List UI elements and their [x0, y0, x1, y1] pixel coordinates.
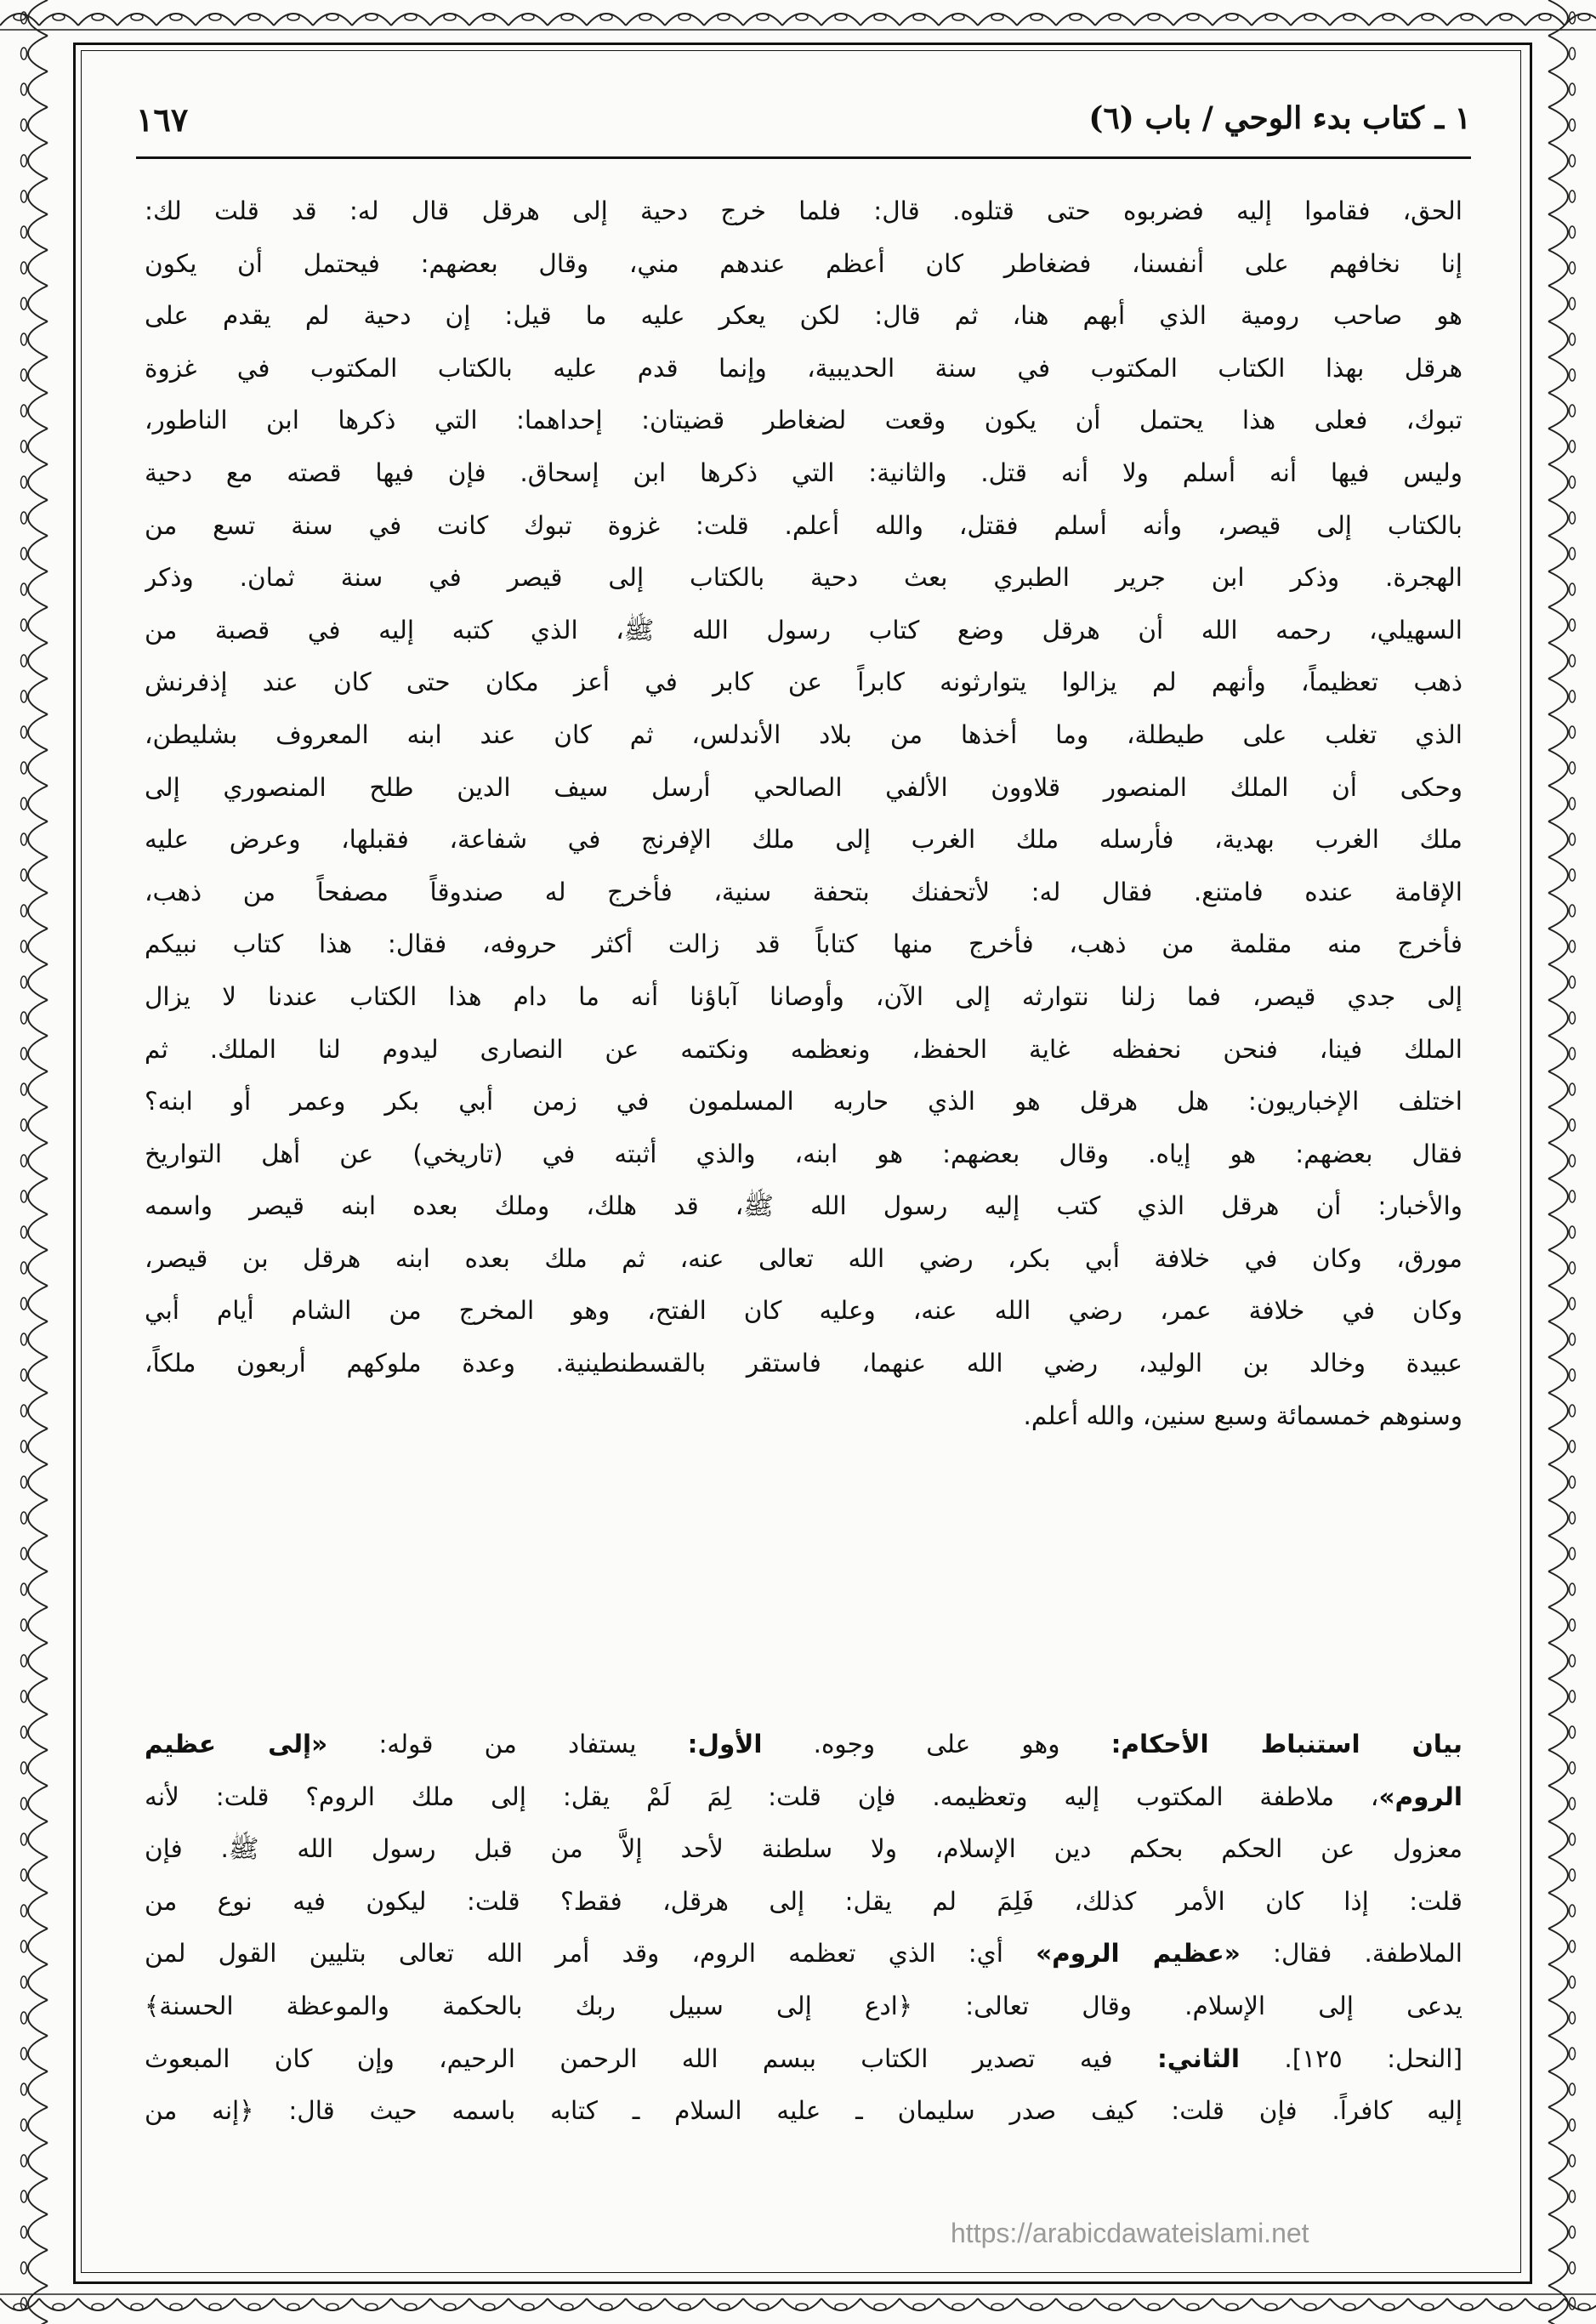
text-run: فيه تصدير الكتاب ببسم الله الرحمن الرحيم، وإن كان المبعوث [145, 2043, 1157, 2073]
text-line: معزول عن الحكم بحكم دين الإسلام، ولا سلطنة لأحد إلاَّ من قبل رسول الله ﷺ. فإن [145, 1834, 1463, 1864]
text-line: الإقامة عنده فامتنع. فقال له: لأتحفنك بتحفة سنية، فأخرج له صندوقاً مصفحاً من ذهب، [145, 877, 1463, 906]
watermark-url: https://arabicdawateislami.net [951, 2218, 1309, 2248]
text-line: الذي تغلب على طيطلة، وما أخذها من بلاد الأندلس، ثم كان عند ابنه المعروف بشليطن، [145, 719, 1463, 749]
text-run: أي: الذي تعظمه الروم، وقد أمر الله تعالى بتليين القول لمن [145, 1939, 1037, 1969]
text-line: الهجرة. وذكر ابن جرير الطبري بعث دحية بالكتاب إلى قيصر في سنة ثمان. وذكر [145, 563, 1463, 593]
point-label: الأول: [687, 1730, 763, 1759]
text-line: فقال بعضهم: هو إياه. وقال بعضهم: هو ابنه، والذي أثبته في (تاريخي) عن أهل التواريخ [145, 1139, 1463, 1168]
text-line: ملك الغرب بهدية، فأرسله ملك الغرب إلى ملك الإفرنج في شفاعة، فقبلها، وعرض عليه [145, 825, 1463, 855]
text-line: وحكى أن الملك المنصور قلاوون الألفي الصالحي أرسل سيف الدين طلح المنصوري إلى [145, 772, 1463, 802]
header-rule [136, 156, 1471, 159]
text-line: وسنوهم خمسمائة وسبع سنين، والله أعلم. [1023, 1401, 1463, 1430]
text-run: الملاطفة. فقال: [1240, 1939, 1463, 1969]
text-run: وهو على وجوه. [762, 1730, 1111, 1759]
text-line: إنا نخافهم على أنفسنا، فضغاطر كان أعظم عندهم مني، وقال بعضهم: فيحتمل أن يكون [145, 248, 1463, 278]
text-line: السهيلي، رحمه الله أن هرقل وضع كتاب رسول الله ﷺ، الذي كتبه إليه في قصبة من [145, 615, 1463, 645]
ornamental-border-top [0, 0, 1596, 32]
section-heading: بيان استنباط الأحكام: [1110, 1730, 1463, 1759]
text-run: ، ملاطفة المكتوب إليه وتعظيمه. فإن قلت: لِمَ لَمْ يقل: إلى ملك الروم؟ قلت: لأنه [145, 1781, 1379, 1811]
text-line: وكان في خلافة عمر، رضي الله عنه، وعليه كان الفتح، وهو المخرج من الشام أيام أبي [145, 1296, 1463, 1326]
text-line: مورق، وكان في خلافة أبي بكر، رضي الله تعالى عنه، ثم ملك بعده ابنه هرقل بن قيصر، [145, 1243, 1463, 1273]
text-line: والأخبار: أن هرقل الذي كتب إليه رسول الله ﷺ، قد هلك، وملك بعده ابنه قيصر واسمه [145, 1191, 1463, 1221]
ornamental-border-right [1542, 0, 1596, 2324]
text-line: الحق، فقاموا إليه فضربوه حتى قتلوه. قال: فلما خرج دحية إلى هرقل قال له: قد قلت لك: [145, 196, 1463, 225]
chapter-title: ١ ـ كتاب بدء الوحي / باب (٦) [1088, 100, 1471, 136]
running-header [136, 100, 1471, 160]
commentary-paragraph-1 [145, 185, 1463, 1442]
quote-run: «عظيم الروم» [1036, 1939, 1241, 1969]
text-line [145, 1719, 1463, 1771]
ornamental-border-bottom [0, 2292, 1596, 2324]
text-line: قلت: إذا كان الأمر كذلك، فَلِمَ لم يقل: إلى هرقل، فقط؟ قلت: ليكون فيه نوع من [145, 1886, 1463, 1916]
text-line: الملك فينا، فنحن نحفظه غاية الحفظ، ونعظمه ونكتمه عن النصارى ليدوم لنا الملك. ثم [145, 1034, 1463, 1064]
rulings-paragraph [145, 1719, 1463, 2138]
text-line: ذهب تعظيماً، وأنهم لم يزالوا يتوارثونه كابراً عن كابر في أعز مكان حتى كان عند إذفرنش [145, 668, 1463, 697]
text-line: وليس فيها أنه أسلم ولا أنه قتل. والثانية: التي ذكرها ابن إسحاق. فإن فيها قصته مع دحية [145, 457, 1463, 487]
text-line: هو صاحب رومية الذي أبهم هنا، ثم قال: لكن يعكر عليه ما قيل: إن دحية لم يقدم على [145, 301, 1463, 331]
text-line: فأخرج منه مقلمة من ذهب، فأخرج منها كتاباً قد زالت أكثر حروفه، فقال: هذا كتاب نبيكم [145, 929, 1463, 959]
text-run: [النحل: ١٢٥]. [1240, 2043, 1463, 2073]
text-line: يدعى إلى الإسلام. وقال تعالى: ﴿ادع إلى سبيل ربك بالحكمة والموعظة الحسنة﴾ [145, 1991, 1463, 2020]
text-line: إلى جدي قيصر، فما زلنا نتوارثه إلى الآن، وأوصانا آباؤنا أنه ما دام هذا الكتاب عندنا لا يزال [145, 981, 1463, 1011]
text-line [145, 2033, 1463, 2086]
text-line: بالكتاب إلى قيصر، وأنه أسلم فقتل، والله أعلم. قلت: غزوة تبوك كانت في سنة تسع من [145, 510, 1463, 540]
text-line: تبوك، فعلى هذا يحتمل أن يكون وقعت لضغاطر قضيتان: إحداهما: التي ذكرها ابن الناطور، [145, 406, 1463, 435]
text-line [145, 1771, 1463, 1824]
quote-run: الروم» [1378, 1781, 1463, 1811]
quote-run: «إلى عظيم [145, 1730, 328, 1759]
text-line [145, 1928, 1463, 1980]
ornamental-border-left [0, 0, 54, 2324]
text-line: هرقل بهذا الكتاب المكتوب في سنة الحديبية، وإنما قدم عليه بالكتاب المكتوب في غزوة [145, 353, 1463, 383]
text-line: إليه كافراً. فإن قلت: كيف صدر سليمان ـ عليه السلام ـ كتابه باسمه حيث قال: ﴿إنه من [145, 2096, 1463, 2126]
point-label: الثاني: [1156, 2043, 1240, 2073]
page-number: ١٦٧ [136, 100, 189, 139]
text-line: عبيدة وخالد بن الوليد، رضي الله عنهما، فاستقر بالقسطنطينية. وعدة ملوكهم أربعون ملكاً، [145, 1349, 1463, 1378]
text-run: يستفاد من قوله: [327, 1730, 688, 1759]
text-line: اختلف الإخباريون: هل هرقل هو الذي حاربه المسلمون في زمن أبي بكر وعمر أو ابنه؟ [145, 1087, 1463, 1117]
